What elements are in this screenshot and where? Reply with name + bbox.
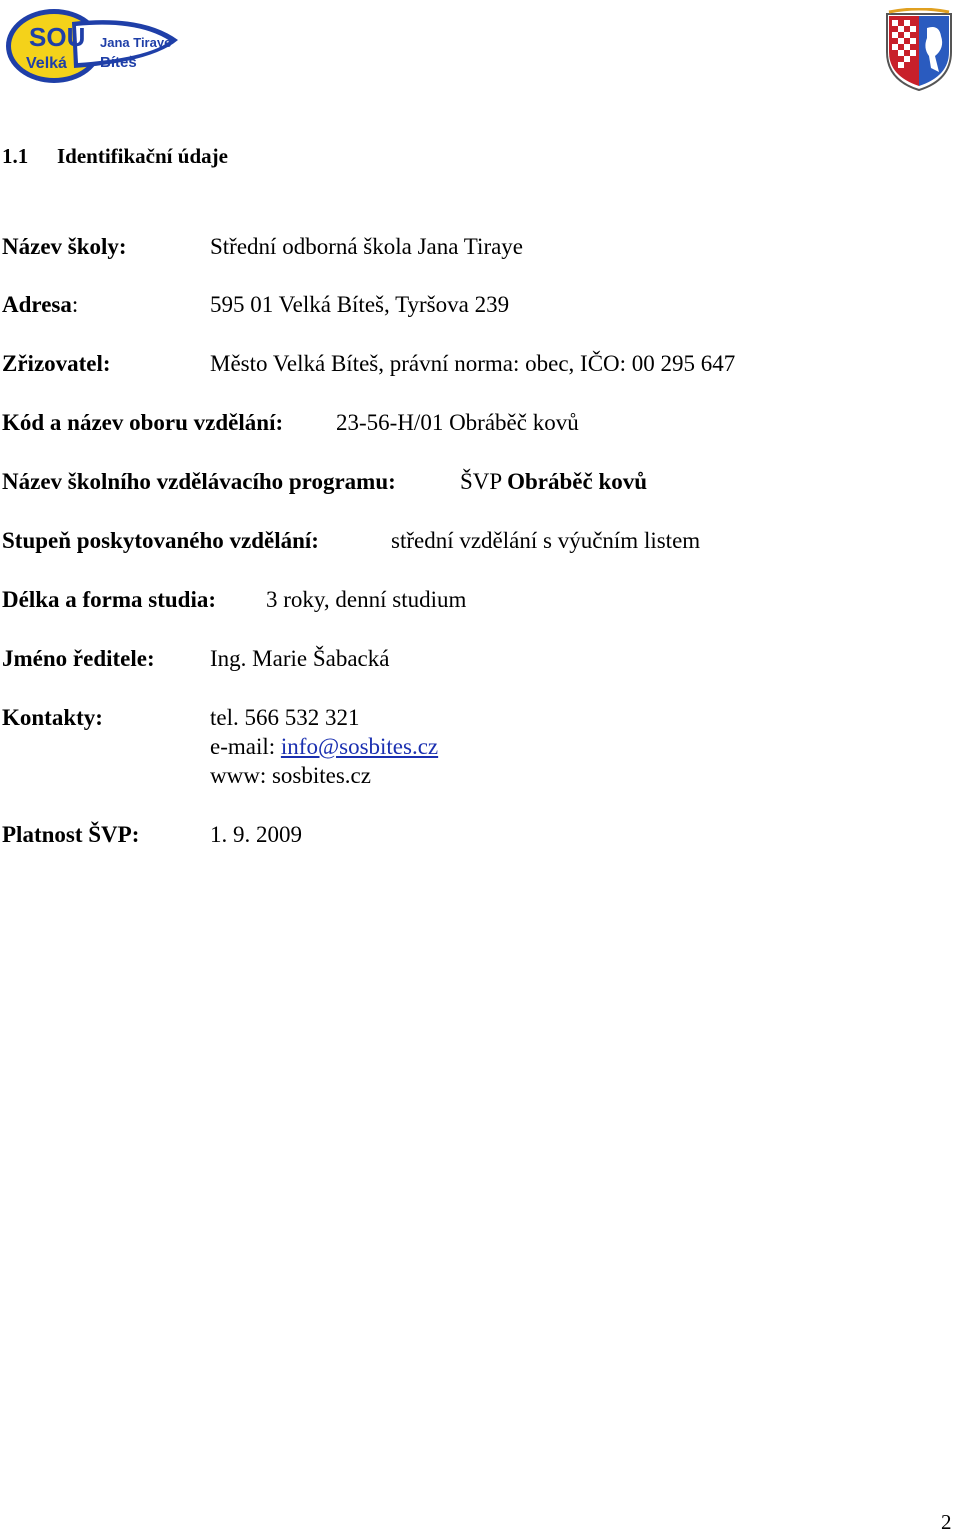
address-label-group — [2, 291, 78, 319]
logo-sub-text-3: Bíteš — [100, 54, 137, 71]
school-name-label: Název školy: — [2, 234, 127, 259]
field-code-value: 23-56-H/01 Obráběč kovů — [336, 410, 579, 435]
address-label-colon: : — [71, 292, 79, 317]
town-crest-icon — [883, 8, 955, 92]
contacts-web: www: sosbites.cz — [210, 763, 371, 788]
founder-value: Město Velká Bíteš, právní norma: obec, IČO: 00 295 647 — [210, 351, 736, 376]
study-length-value: 3 roky, denní studium — [266, 587, 467, 612]
school-logo — [2, 4, 182, 84]
director-label: Jméno ředitele: — [2, 646, 155, 671]
logo-main-text: SOU — [29, 22, 86, 52]
director-value: Ing. Marie Šabacká — [210, 646, 390, 671]
study-length-label: Délka a forma studia: — [2, 587, 217, 612]
contacts-email-prefix: e-mail: — [210, 734, 276, 759]
founder-label: Zřizovatel: — [2, 351, 111, 376]
education-level-value: střední vzdělání s výučním listem — [391, 528, 701, 553]
validity-label: Platnost ŠVP: — [2, 822, 140, 847]
section-number: 1.1 — [2, 144, 29, 168]
field-code-label: Kód a název oboru vzdělání: — [2, 410, 284, 435]
validity-value: 1. 9. 2009 — [210, 822, 302, 847]
program-name-label: Název školního vzdělávacího programu: — [2, 469, 396, 494]
contacts-email-line — [210, 733, 438, 761]
logo-sub-text-2: Velká — [26, 55, 67, 72]
address-value: 595 01 Velká Bíteš, Tyršova 239 — [210, 292, 510, 317]
address-label: Adresa — [2, 292, 72, 317]
education-level-label: Stupeň poskytovaného vzdělání: — [2, 528, 319, 553]
section-title: Identifikační údaje — [57, 144, 228, 168]
contacts-email-link[interactable]: info@sosbites.cz — [280, 734, 439, 759]
program-name-prefix: ŠVP — [460, 469, 502, 494]
program-name-value — [460, 468, 647, 496]
logo-sub-text-1: Jana Tiraye — [100, 35, 172, 50]
page-number: 2 — [941, 1510, 952, 1534]
contacts-label: Kontakty: — [2, 705, 103, 730]
contacts-phone: tel. 566 532 321 — [210, 705, 360, 730]
school-name-value: Střední odborná škola Jana Tiraye — [210, 234, 524, 259]
program-name-bold: Obráběč kovů — [507, 469, 648, 494]
